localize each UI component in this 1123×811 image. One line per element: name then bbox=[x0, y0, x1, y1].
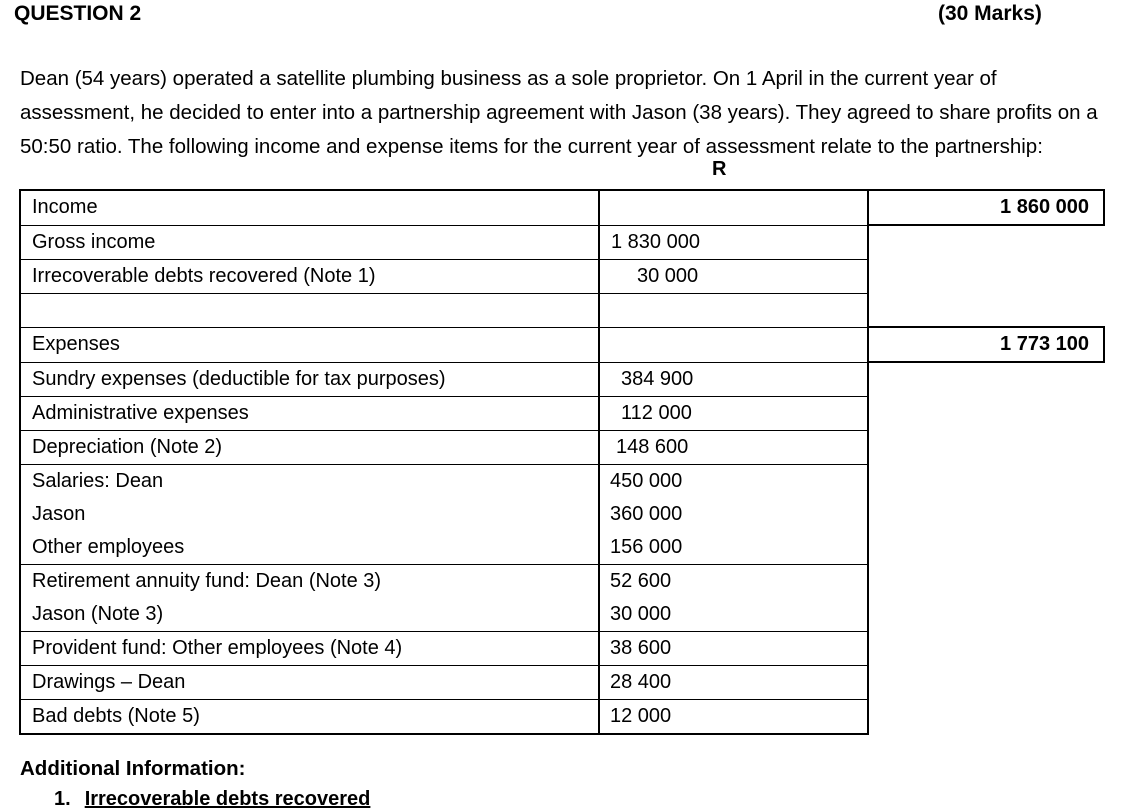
table-row bbox=[20, 190, 1104, 225]
financial-table bbox=[19, 189, 1105, 735]
table-row bbox=[20, 396, 1104, 430]
depreciation-label: Depreciation (Note 2) bbox=[20, 430, 599, 464]
salary-dean-label: Salaries: Dean bbox=[20, 464, 599, 498]
sundry-amount: 384 900 bbox=[599, 362, 868, 396]
sundry-label: Sundry expenses (deductible for tax purposes) bbox=[20, 362, 599, 396]
expenses-total: 1 773 100 bbox=[868, 327, 1104, 362]
table-row bbox=[20, 598, 1104, 632]
table-row-empty bbox=[20, 293, 1104, 327]
bad-debts-label: Bad debts (Note 5) bbox=[20, 699, 599, 734]
table-row bbox=[20, 699, 1104, 734]
additional-info-heading: Additional Information: bbox=[20, 757, 246, 780]
table-row bbox=[20, 564, 1104, 598]
table-row bbox=[20, 498, 1104, 531]
ra-dean-label: Retirement annuity fund: Dean (Note 3) bbox=[20, 564, 599, 598]
table-row bbox=[20, 665, 1104, 699]
irrecoverable-amount: 30 000 bbox=[599, 259, 868, 293]
admin-label: Administrative expenses bbox=[20, 396, 599, 430]
table-row bbox=[20, 464, 1104, 498]
ra-jason-amount: 30 000 bbox=[599, 598, 868, 632]
note-1-number: 1. bbox=[54, 788, 71, 810]
marks-label: (30 Marks) bbox=[938, 2, 1042, 25]
drawings-amount: 28 400 bbox=[599, 665, 868, 699]
provident-label: Provident fund: Other employees (Note 4) bbox=[20, 631, 599, 665]
gross-income-label: Gross income bbox=[20, 225, 599, 259]
expenses-label: Expenses bbox=[20, 327, 599, 362]
table-row bbox=[20, 631, 1104, 665]
salary-dean-amount: 450 000 bbox=[599, 464, 868, 498]
salary-jason-amount: 360 000 bbox=[599, 498, 868, 531]
intro-line-2: assessment, he decided to enter into a partnership agreement with Jason (38 years). They agreed to share profits on a bbox=[20, 101, 1098, 124]
admin-amount: 112 000 bbox=[599, 396, 868, 430]
intro-line-1: Dean (54 years) operated a satellite plumbing business as a sole proprietor. On 1 April in the current year of bbox=[20, 67, 997, 90]
intro-line-3: 50:50 ratio. The following income and expense items for the current year of assessment relate to the partnership: bbox=[20, 135, 1043, 158]
depreciation-amount: 148 600 bbox=[599, 430, 868, 464]
income-label: Income bbox=[20, 190, 599, 225]
provident-amount: 38 600 bbox=[599, 631, 868, 665]
income-total: 1 860 000 bbox=[868, 190, 1104, 225]
gross-income-amount: 1 830 000 bbox=[599, 225, 868, 259]
currency-header: R bbox=[712, 158, 727, 180]
bad-debts-amount: 12 000 bbox=[599, 699, 868, 734]
intro-paragraph bbox=[20, 62, 1100, 164]
ra-jason-label: Jason (Note 3) bbox=[20, 598, 599, 632]
table-row bbox=[20, 362, 1104, 396]
ra-dean-amount: 52 600 bbox=[599, 564, 868, 598]
table-row bbox=[20, 259, 1104, 293]
drawings-label: Drawings – Dean bbox=[20, 665, 599, 699]
salary-other-label: Other employees bbox=[20, 531, 599, 565]
table-row bbox=[20, 531, 1104, 565]
table-row bbox=[20, 225, 1104, 259]
salary-jason-label: Jason bbox=[20, 498, 599, 531]
irrecoverable-label: Irrecoverable debts recovered (Note 1) bbox=[20, 259, 599, 293]
note-1-title: Irrecoverable debts recovered bbox=[84, 788, 371, 810]
table-row bbox=[20, 430, 1104, 464]
question-title: QUESTION 2 bbox=[14, 2, 142, 25]
salary-other-amount: 156 000 bbox=[599, 531, 868, 565]
table-row bbox=[20, 327, 1104, 362]
